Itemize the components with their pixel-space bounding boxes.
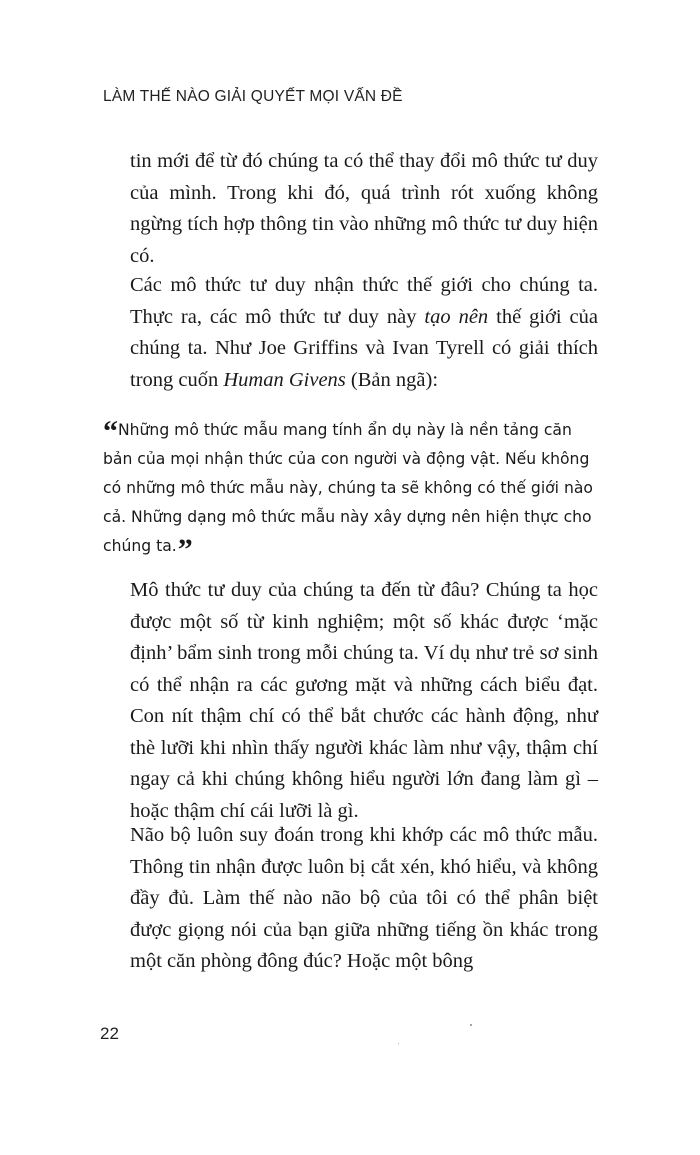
page-number: 22	[100, 1024, 119, 1043]
paragraph-2-part-a: Các mô thức tư duy nhận thức thế giới cho chúng ta. Thực ra, các mô thức tư duy này	[130, 274, 598, 328]
quote-text: Những mô thức mẫu mang tính ẩn dụ này là nền tảng căn bản của mọi nhận thức của con người và động vật. Nếu không có những mô thức mẫu này, chúng ta sẽ không có thế giới nào cả. Những dạng mô thức mẫu này xây dựng nên hiện thực cho chúng ta.	[103, 421, 593, 555]
block-quote	[103, 415, 597, 566]
paragraph-2	[130, 270, 598, 396]
scan-speck	[398, 1043, 399, 1044]
paragraph-3: Mô thức tư duy của chúng ta đến từ đâu? Chúng ta học được một số từ kinh nghiệm; một số khác được ‘mặc định’ bẩm sinh trong mỗi chúng ta. Ví dụ như trẻ sơ sinh có thể nhận ra các gương mặt và những cách biểu đạt. Con nít thậm chí có thể bắt chước các hành động, như thè lưỡi khi nhìn thấy người khác làm như vậy, thậm chí ngay cả khi chúng không hiểu người lớn đang làm gì – hoặc thậm chí cái lưỡi là gì.	[130, 579, 598, 822]
open-quote-mark: “	[103, 415, 118, 448]
paragraph-2-part-c: thế giới của chúng ta. Như Joe Griffins và Ivan Tyrell có giải thích trong cuốn	[130, 305, 598, 391]
paragraph-4: Não bộ luôn suy đoán trong khi khớp các mô thức mẫu. Thông tin nhận được luôn bị cắt xén, khó hiểu, và không đầy đủ. Làm thế nào não bộ của tôi có thể phân biệt được giọng nói của bạn giữa những tiếng ồn khác trong một căn phòng đông đúc? Hoặc một bông	[130, 824, 598, 972]
book-title: Human Givens	[223, 368, 346, 391]
paragraph-1: tin mới để từ đó chúng ta có thể thay đổi mô thức tư duy của mình. Trong khi đó, quá trình rót xuống không ngừng tích hợp thông tin vào những mô thức tư duy hiện có.	[130, 150, 598, 267]
running-head: LÀM THẾ NÀO GIẢI QUYẾT MỌI VẤN ĐỀ	[103, 88, 403, 105]
paragraph-2-part-e: (Bản ngã):	[345, 368, 439, 391]
close-quote-mark: ”	[177, 533, 193, 566]
scan-speck	[470, 1024, 472, 1026]
emphasis-tao-nen: tạo nên	[424, 305, 489, 328]
